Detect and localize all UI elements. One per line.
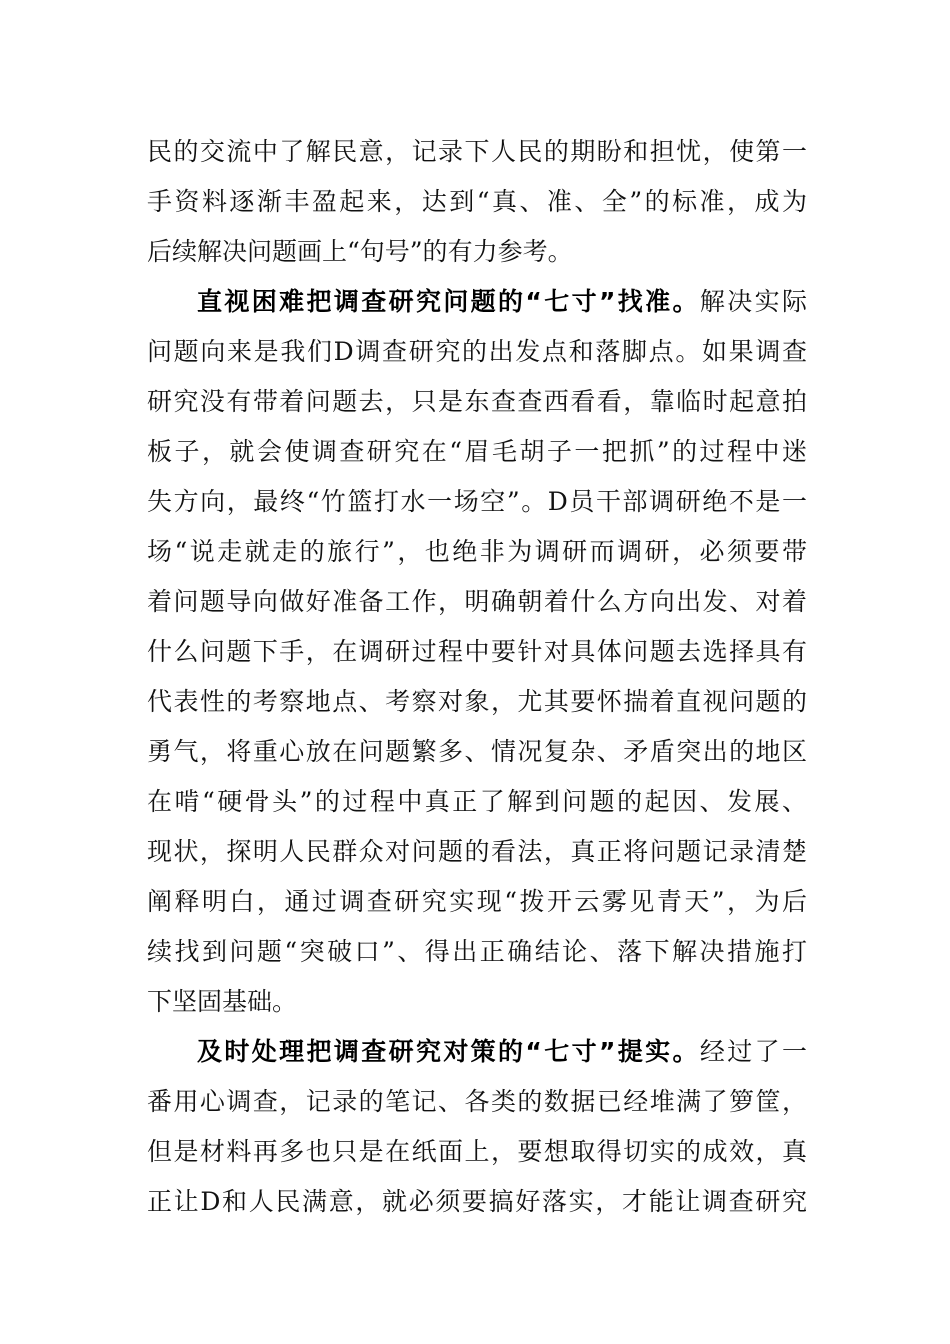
text-run: 经过了一 bbox=[699, 1037, 807, 1066]
section-heading: 直视困难把调查研究问题的“七寸”找准。 bbox=[197, 287, 700, 316]
paragraph-first-line bbox=[147, 277, 807, 327]
text-line: 阐释明白，通过调查研究实现“拨开云雾见青天”，为后 bbox=[147, 887, 807, 916]
text-line: 代表性的考察地点、考察对象，尤其要怀揣着直视问题的 bbox=[147, 687, 807, 716]
text-line: 问题向来是我们D调查研究的出发点和落脚点。如果调查 bbox=[147, 337, 807, 366]
text-line: 下坚固基础。 bbox=[147, 987, 298, 1016]
text-line: 什么问题下手，在调研过程中要针对具体问题去选择具有 bbox=[147, 637, 807, 666]
paragraph-first-line bbox=[147, 1027, 807, 1077]
text-line: 场“说走就走的旅行”，也绝非为调研而调研，必须要带 bbox=[147, 537, 807, 566]
text-line: 现状，探明人民群众对问题的看法，真正将问题记录清楚 bbox=[147, 837, 807, 866]
text-line: 番用心调查，记录的笔记、各类的数据已经堆满了箩筐， bbox=[147, 1087, 807, 1116]
section-heading: 及时处理把调查研究对策的“七寸”提实。 bbox=[197, 1037, 700, 1066]
text-run: 解决实际 bbox=[699, 287, 807, 316]
paragraph-3 bbox=[147, 1027, 807, 1227]
text-line: 手资料逐渐丰盈起来，达到“真、准、全”的标准，成为 bbox=[147, 187, 807, 216]
text-line: 在啃“硬骨头”的过程中真正了解到问题的起因、发展、 bbox=[147, 787, 807, 816]
text-line: 勇气，将重心放在问题繁多、情况复杂、矛盾突出的地区 bbox=[147, 737, 807, 766]
text-line: 着问题导向做好准备工作，明确朝着什么方向出发、对着 bbox=[147, 587, 807, 616]
text-line: 板子，就会使调查研究在“眉毛胡子一把抓”的过程中迷 bbox=[147, 437, 807, 466]
text-line: 续找到问题“突破口”、得出正确结论、落下解决措施打 bbox=[147, 937, 807, 966]
body-text bbox=[147, 127, 807, 1227]
text-line: 正让D和人民满意，就必须要搞好落实，才能让调查研究 bbox=[147, 1187, 807, 1216]
text-line: 后续解决问题画上“句号”的有力参考。 bbox=[147, 237, 573, 266]
text-line: 研究没有带着问题去，只是东查查西看看，靠临时起意拍 bbox=[147, 387, 807, 416]
paragraph-2 bbox=[147, 277, 807, 1027]
paragraph-1 bbox=[147, 127, 807, 277]
text-line: 失方向，最终“竹篮打水一场空”。D员干部调研绝不是一 bbox=[147, 487, 807, 516]
text-line: 民的交流中了解民意，记录下人民的期盼和担忧，使第一 bbox=[147, 137, 807, 166]
text-line: 但是材料再多也只是在纸面上，要想取得切实的成效，真 bbox=[147, 1137, 807, 1166]
